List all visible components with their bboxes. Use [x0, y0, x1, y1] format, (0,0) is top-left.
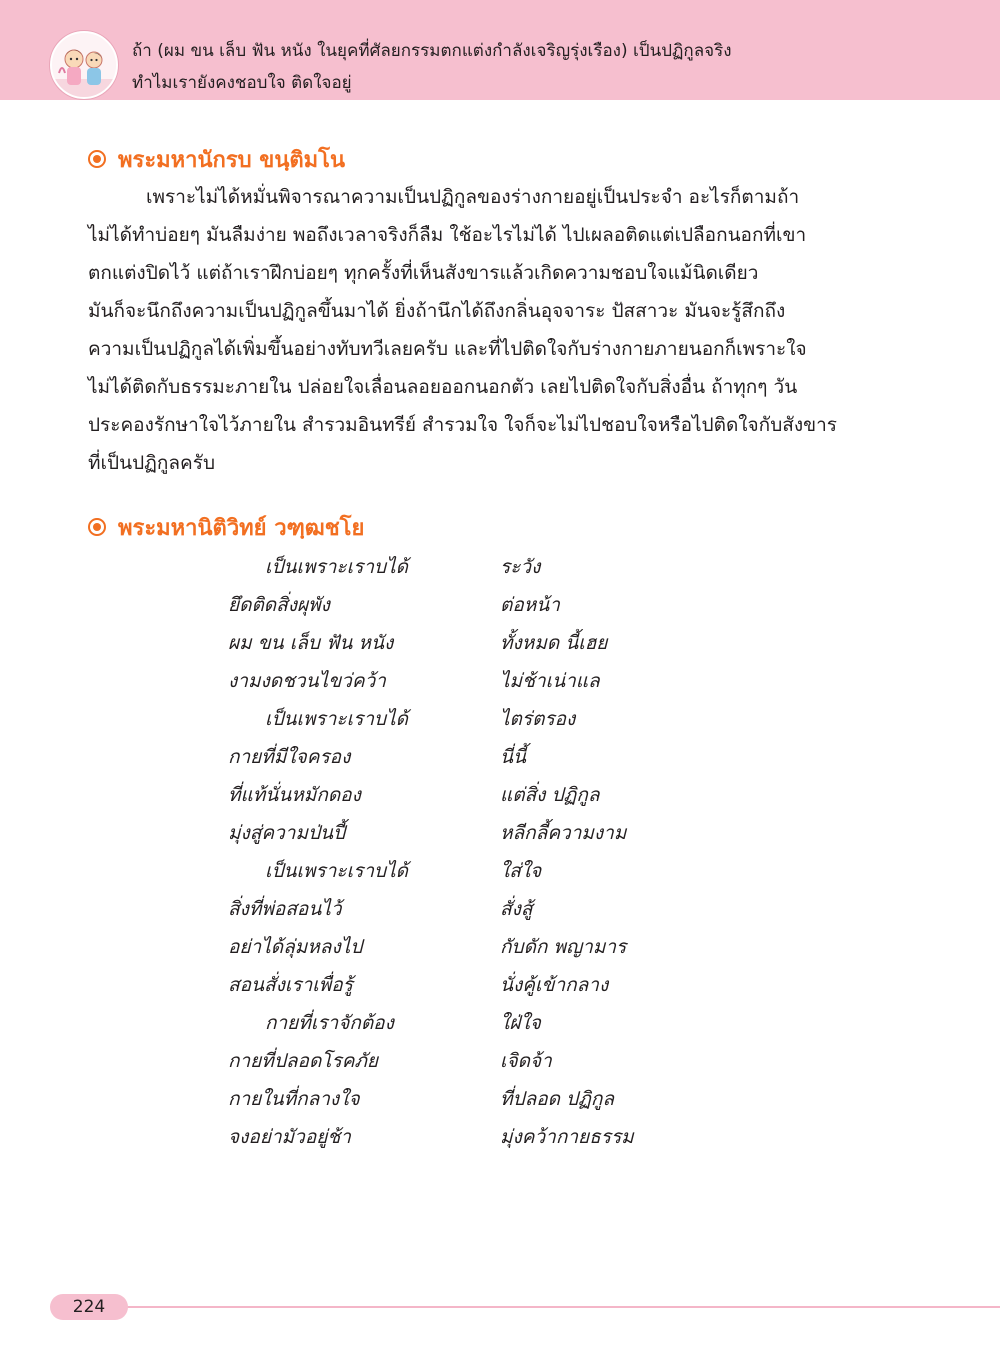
page-number: 224	[50, 1294, 128, 1320]
section-2-heading	[88, 514, 364, 544]
poem-left-line: ผม ขน เล็บ ฟัน หนัง	[228, 632, 394, 654]
poem-left-line: สิ่งที่พ่อสอนไว้	[228, 898, 342, 920]
paragraph-line: ไม่ได้ทำบ่อยๆ มันลืมง่าย พอถึงเวลาจริงก็ลืม ใช้อะไรไม่ได้ ไปเผลอติดแต่เปลือกนอกที่เขา	[88, 224, 807, 246]
header-question-line-1: ถ้า (ผม ขน เล็บ ฟัน หนัง ในยุคที่ศัลยกรรมตกแต่งกำลังเจริญรุ่งเรือง) เป็นปฏิกูลจริง	[132, 41, 732, 61]
paragraph-line: ประคองรักษาใจไว้ภายใน สำรวมอินทรีย์ สำรวมใจ ใจก็จะไม่ไปชอบใจหรือไปติดใจกับสังขาร	[88, 414, 837, 436]
poem-left-line: ที่แท้นั่นหมักดอง	[228, 784, 361, 806]
poem-left-line: กายที่ปลอดโรคภัย	[228, 1050, 379, 1072]
poem-right-line: ไม่ช้าเน่าแล	[500, 670, 600, 692]
paragraph-line: เพราะไม่ได้หมั่นพิจารณาความเป็นปฏิกูลของร่างกายอยู่เป็นประจำ อะไรก็ตามถ้า	[146, 186, 800, 208]
poem-left-line: เป็นเพราะเราบได้	[265, 860, 408, 882]
section-1-title: พระมหานักรบ ขนฺติมโน	[118, 148, 346, 173]
poem-left-line: จงอย่ามัวอยู่ช้า	[228, 1126, 351, 1148]
bullseye-bullet-icon	[88, 518, 106, 536]
poem-right-line: หลีกลี้ความงาม	[500, 822, 627, 844]
paragraph-line: มันก็จะนึกถึงความเป็นปฏิกูลขึ้นมาได้ ยิ่งถ้านึกได้ถึงกลิ่นอุจจาระ ปัสสาวะ มันจะรู้สึกถึง	[88, 300, 786, 322]
footer-divider	[110, 1306, 1000, 1308]
poem-right-line: สั่งสู้	[500, 898, 533, 920]
poem-left-line: งามงดชวนไขว่คว้า	[228, 670, 386, 692]
header-question-line-2: ทำไมเรายังคงชอบใจ ติดใจอยู่	[132, 73, 352, 93]
poem-left-line: มุ่งสู่ความป่นปี้	[228, 822, 346, 844]
poem-right-line: เจิดจ้า	[500, 1050, 552, 1072]
poem-right-line: มุ่งคว้ากายธรรม	[500, 1126, 634, 1148]
poem-left-line: เป็นเพราะเราบได้	[265, 708, 408, 730]
poem-right-line: ทั้งหมด นี้เฮย	[500, 632, 608, 654]
poem-right-line: ใส่ใจ	[500, 860, 542, 882]
bullseye-bullet-icon	[88, 150, 106, 168]
cartoon-monks-icon	[52, 33, 116, 97]
cartoon-monks-avatar	[50, 31, 118, 99]
poem-left-line: สอนสั่งเราเพื่อรู้	[228, 974, 353, 996]
poem-right-line: ใฝ่ใจ	[500, 1012, 541, 1034]
poem-right-line: ไตร่ตรอง	[500, 708, 576, 730]
poem-left-line: กายที่มีใจครอง	[228, 746, 351, 768]
chapter-header	[0, 0, 1000, 100]
paragraph-line: ความเป็นปฏิกูลได้เพิ่มขึ้นอย่างทับทวีเลยครับ และที่ไปติดใจกับร่างกายภายนอกก็เพราะใจ	[88, 338, 807, 360]
poem-right-line: นั่งคู้เข้ากลาง	[500, 974, 609, 996]
poem-left-line: เป็นเพราะเราบได้	[265, 556, 408, 578]
section-2-title: พระมหานิติวิทย์ วฑฺฒชโย	[118, 516, 365, 541]
poem-left-line: อย่าได้ลุ่มหลงไป	[228, 936, 363, 958]
poem-right-line: ที่ปลอด ปฏิกูล	[500, 1088, 614, 1110]
paragraph-line: ไม่ได้ติดกับธรรมะภายใน ปล่อยใจเลื่อนลอยออกนอกตัว เลยไปติดใจกับสิ่งอื่น ถ้าทุกๆ วัน	[88, 376, 798, 398]
poem-left-line: ยึดติดสิ่งผุพัง	[228, 594, 330, 616]
section-1-heading	[88, 146, 345, 176]
poem-left-line: กายในที่กลางใจ	[228, 1088, 360, 1110]
paragraph-line: ตกแต่งปิดไว้ แต่ถ้าเราฝึกบ่อยๆ ทุกครั้งที่เห็นสังขารแล้วเกิดความชอบใจแม้นิดเดียว	[88, 262, 759, 284]
paragraph-line: ที่เป็นปฏิกูลครับ	[88, 452, 216, 474]
poem-right-line: แต่สิ่ง ปฏิกูล	[500, 784, 600, 806]
poem-left-line: กายที่เราจักต้อง	[265, 1012, 394, 1034]
poem-right-line: ระวัง	[500, 556, 541, 578]
poem-right-line: นี่นี้	[500, 746, 526, 768]
poem-right-line: ต่อหน้า	[500, 594, 560, 616]
poem-right-line: กับดัก พญามาร	[500, 936, 627, 958]
